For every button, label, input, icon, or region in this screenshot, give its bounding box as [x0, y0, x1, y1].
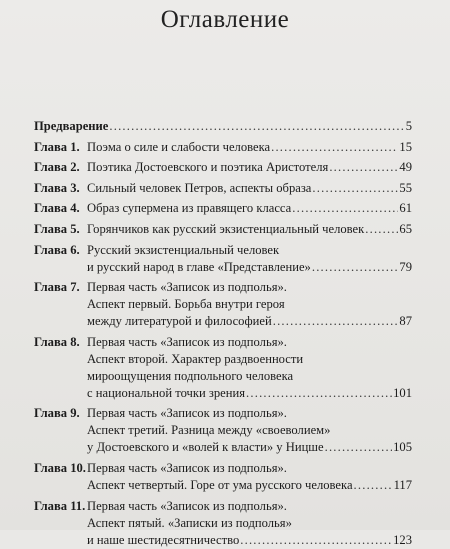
chapter-label: Глава 5.: [34, 221, 80, 236]
chapter-page-number: 123: [393, 532, 412, 547]
chapter-label: Глава 8.: [34, 334, 80, 349]
chapter-label: Глава 1.: [34, 139, 80, 154]
toc-entry-chapter: [34, 139, 412, 156]
chapter-title-line: мироощущения подпольного человека: [87, 368, 294, 383]
chapter-title-line: и русский народ в главе «Представление»: [87, 259, 311, 274]
preface-title: Предварение: [34, 119, 109, 133]
dot-leader: [312, 259, 399, 276]
chapter-title-line: Сильный человек Петров, аспекты образа: [87, 180, 312, 195]
chapter-title-line: Аспект второй. Характер раздвоенности: [87, 351, 304, 366]
chapter-title-line: Русский экзистенциальный человек: [87, 242, 280, 257]
dot-leader: [365, 221, 398, 238]
chapter-page-number: 65: [399, 221, 412, 236]
chapter-page-number: 61: [399, 201, 412, 216]
toc-entry-chapter: [34, 334, 412, 402]
chapter-title-line: и наше шестидесятничество: [87, 532, 240, 547]
chapter-page-number: 79: [399, 259, 412, 274]
chapter-title-line: Образ супермена из правящего класса: [87, 201, 292, 216]
toc-entry-chapter: [34, 180, 412, 197]
chapter-title-line: Аспект третий. Разница между «своеволием»: [87, 423, 331, 438]
chapter-title-line: Первая часть «Записок из подполья».: [87, 406, 287, 421]
chapter-title-line: с национальной точки зрения: [87, 385, 246, 400]
dot-leader: [312, 180, 398, 197]
toc-entry-chapter: [34, 221, 412, 238]
table-of-contents: [34, 118, 412, 549]
toc-entry-chapter: [34, 242, 412, 276]
chapter-title-line: Аспект пятый. «Записки из подполья»: [87, 515, 292, 530]
chapter-title-line: Первая часть «Записок из подполья».: [87, 498, 287, 513]
chapter-title-line: между литературой и философией: [87, 314, 272, 329]
dot-leader: [246, 385, 392, 402]
toc-entry-chapter: [34, 159, 412, 176]
toc-entry-preface: [34, 118, 412, 135]
dot-leader: [354, 477, 393, 494]
chapter-title-line: Аспект первый. Борьба внутри героя: [87, 297, 285, 312]
preface-page-number: 5: [405, 119, 412, 133]
chapter-page-number: 15: [399, 139, 412, 154]
chapter-title-line: Первая часть «Записок из подполья».: [87, 334, 287, 349]
chapter-label: Глава 9.: [34, 406, 80, 421]
chapter-label: Глава 7.: [34, 280, 80, 295]
toc-entry-chapter: [34, 405, 412, 456]
chapter-title-line: Поэтика Достоевского и поэтика Аристотеля: [87, 160, 329, 175]
page-title: Оглавление: [160, 6, 290, 33]
dot-leader: [325, 439, 393, 456]
chapter-page-number: 55: [399, 180, 412, 195]
dot-leader: [329, 159, 398, 176]
chapter-page-number: 105: [393, 440, 412, 455]
dot-leader: [240, 532, 392, 549]
chapter-label: Глава 2.: [34, 160, 80, 175]
chapter-label: Глава 6.: [34, 242, 80, 257]
chapter-title-line: Первая часть «Записок из подполья».: [87, 460, 287, 475]
toc-entry-chapter: [34, 279, 412, 330]
dot-leader: [271, 139, 398, 156]
chapter-page-number: 87: [399, 314, 412, 329]
chapter-page-number: 101: [393, 385, 412, 400]
chapter-title-line: Горянчиков как русский экзистенциальный человек: [87, 221, 365, 236]
chapter-page-number: 49: [399, 160, 412, 175]
chapter-title-line: Первая часть «Записок из подполья».: [87, 280, 287, 295]
toc-entry-chapter: [34, 460, 412, 494]
dot-leader: [109, 118, 404, 135]
chapter-label: Глава 4.: [34, 201, 80, 216]
chapter-label: Глава 11.: [34, 498, 86, 513]
chapter-label: Глава 10.: [34, 460, 86, 475]
chapter-title-line: Аспект четвертый. Горе от ума русского человека: [87, 477, 353, 492]
toc-entry-chapter: [34, 200, 412, 217]
chapter-title-line: у Достоевского и «волей к власти» у Ницше: [87, 440, 324, 455]
toc-entry-chapter: [34, 498, 412, 549]
chapter-page-number: 117: [393, 477, 412, 492]
chapter-label: Глава 3.: [34, 180, 80, 195]
dot-leader: [292, 200, 398, 217]
dot-leader: [273, 313, 399, 330]
chapter-title-line: Поэма о силе и слабости человека: [87, 139, 271, 154]
